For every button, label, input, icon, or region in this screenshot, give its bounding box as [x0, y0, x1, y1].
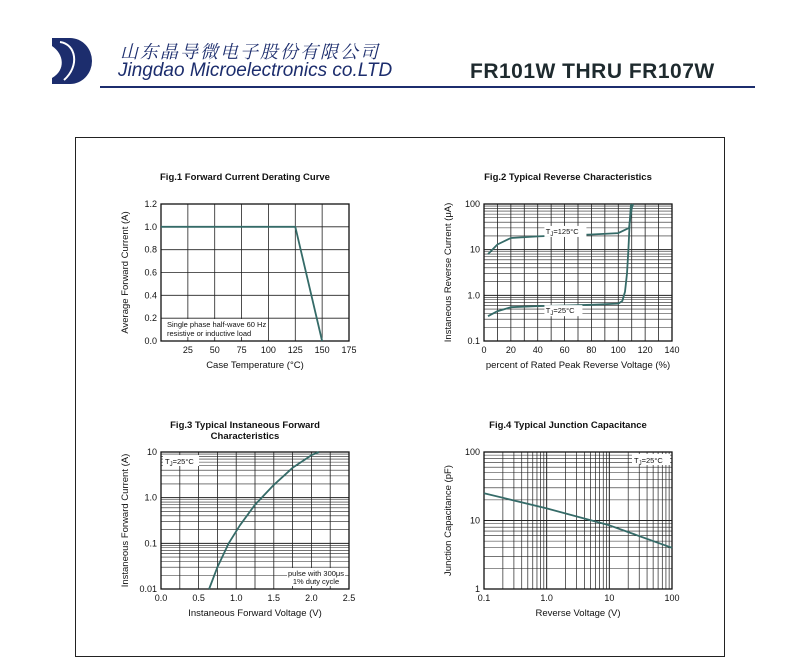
fig3-xtick-label: 1.0: [229, 593, 243, 603]
company-name-en: Jingdao Microelectronics co.LTD: [118, 60, 393, 81]
fig4-xtick-label: 1.0: [540, 593, 553, 603]
fig1-ytick-label: 0.6: [144, 267, 157, 278]
fig4-condition: $T_J=25^\circ C$: [634, 456, 663, 467]
fig3-note: 1% duty cycle: [292, 577, 340, 586]
fig3-title-line2: Characteristics: [210, 431, 280, 442]
fig3-ylabel: Instaneous Forward Current (A): [120, 453, 131, 588]
fig1-ytick-label: 0.4: [144, 290, 157, 301]
fig2-series-label-25: $T_J=25^\circ C$: [545, 306, 575, 318]
fig1-ytick-label: 0.0: [144, 336, 157, 346]
fig4-ytick-label: 10: [469, 515, 480, 526]
fig2-xtick-label: 100: [610, 345, 626, 355]
fig1-xtick-label: 150: [314, 345, 330, 355]
fig2-chart: [443, 172, 680, 371]
fig1-xtick-label: 175: [341, 345, 357, 355]
fig2-ytick-label: 100: [464, 199, 480, 209]
fig2-series-label-125: $T_J=125^\circ C$: [545, 226, 579, 238]
fig1-xtick-label: 75: [236, 345, 247, 355]
part-range-title: FR101W THRU FR107W: [470, 60, 715, 83]
fig3-xtick-label: 0.0: [154, 593, 168, 603]
fig3-xtick-label: 0.5: [192, 593, 205, 603]
fig2-ytick-label: 10: [469, 244, 480, 255]
fig2-ylabel: Instaneous Reverse Current (μA): [443, 202, 454, 343]
company-name-cn: 山东晶导微电子股份有限公司: [120, 42, 380, 63]
fig3-xlabel: Instaneous Forward Voltage (V): [188, 608, 322, 619]
fig2-xtick-label: 140: [664, 345, 680, 355]
fig3-title: Fig.3 Typical Instaneous Forward: [170, 420, 320, 431]
fig3-ytick-label: 0.01: [139, 584, 157, 594]
fig2-xtick-label: 80: [586, 345, 597, 355]
fig2-xtick-label: 40: [532, 345, 543, 355]
fig4-xtick-label: 100: [664, 593, 680, 603]
fig1-xtick-label: 100: [260, 345, 276, 355]
fig1-annotation: Single phase half-wave 60 Hz: [167, 320, 267, 329]
fig3-chart: [120, 420, 355, 619]
fig4-xlabel: Reverse Voltage (V): [535, 608, 621, 619]
fig3-ytick-label: 0.1: [144, 538, 157, 549]
fig2-ytick-label: 1.0: [467, 290, 480, 301]
fig1-ytick-label: 1.0: [144, 221, 157, 232]
fig3-ytick-label: 1.0: [144, 492, 157, 503]
fig1-ytick-label: 1.2: [144, 199, 157, 209]
fig1-chart: [120, 172, 357, 371]
fig3-xtick-label: 1.5: [267, 593, 281, 603]
fig3-ytick-label: 10: [146, 447, 157, 457]
fig2-title: Fig.2 Typical Reverse Characteristics: [484, 172, 652, 183]
fig2-xtick-label: 20: [505, 345, 516, 355]
fig2-ytick-label: 0.1: [467, 336, 480, 346]
fig2-xtick-label: 0: [481, 345, 487, 355]
fig3-condition: $T_J=25^\circ C$: [165, 457, 194, 468]
fig2-series-line-1: [488, 204, 631, 316]
fig1-ytick-label: 0.2: [144, 313, 157, 324]
fig4-ylabel: Junction Capacitance (pF): [443, 465, 454, 576]
fig3-note: pulse with 300μs: [287, 569, 345, 578]
fig1-ylabel: Average Forward Current (A): [120, 211, 131, 334]
fig2-xtick-label: 120: [637, 345, 653, 355]
fig2-xlabel: percent of Rated Peak Reverse Voltage (%): [485, 360, 671, 371]
fig2-xtick-label: 60: [559, 345, 570, 355]
fig1-xtick-label: 50: [209, 345, 220, 355]
fig4-xtick-label: 0.1: [477, 593, 491, 603]
fig3-xtick-label: 2.0: [305, 593, 318, 603]
fig1-xtick-label: 25: [182, 345, 193, 355]
fig4-chart: [443, 420, 680, 619]
fig1-xlabel: Case Temperature (°C): [206, 360, 304, 371]
fig4-ytick-label: 100: [464, 447, 480, 457]
fig1-title: Fig.1 Forward Current Derating Curve: [160, 172, 330, 183]
fig3-xtick-label: 2.5: [342, 593, 356, 603]
fig1-xtick-label: 125: [287, 345, 303, 355]
fig4-ytick-label: 1: [474, 584, 480, 594]
fig1-annotation: resistive or inductive load: [167, 329, 252, 338]
fig1-ytick-label: 0.8: [144, 244, 157, 255]
fig4-xtick-label: 10: [604, 593, 615, 603]
fig4-title: Fig.4 Typical Junction Capacitance: [489, 420, 647, 431]
